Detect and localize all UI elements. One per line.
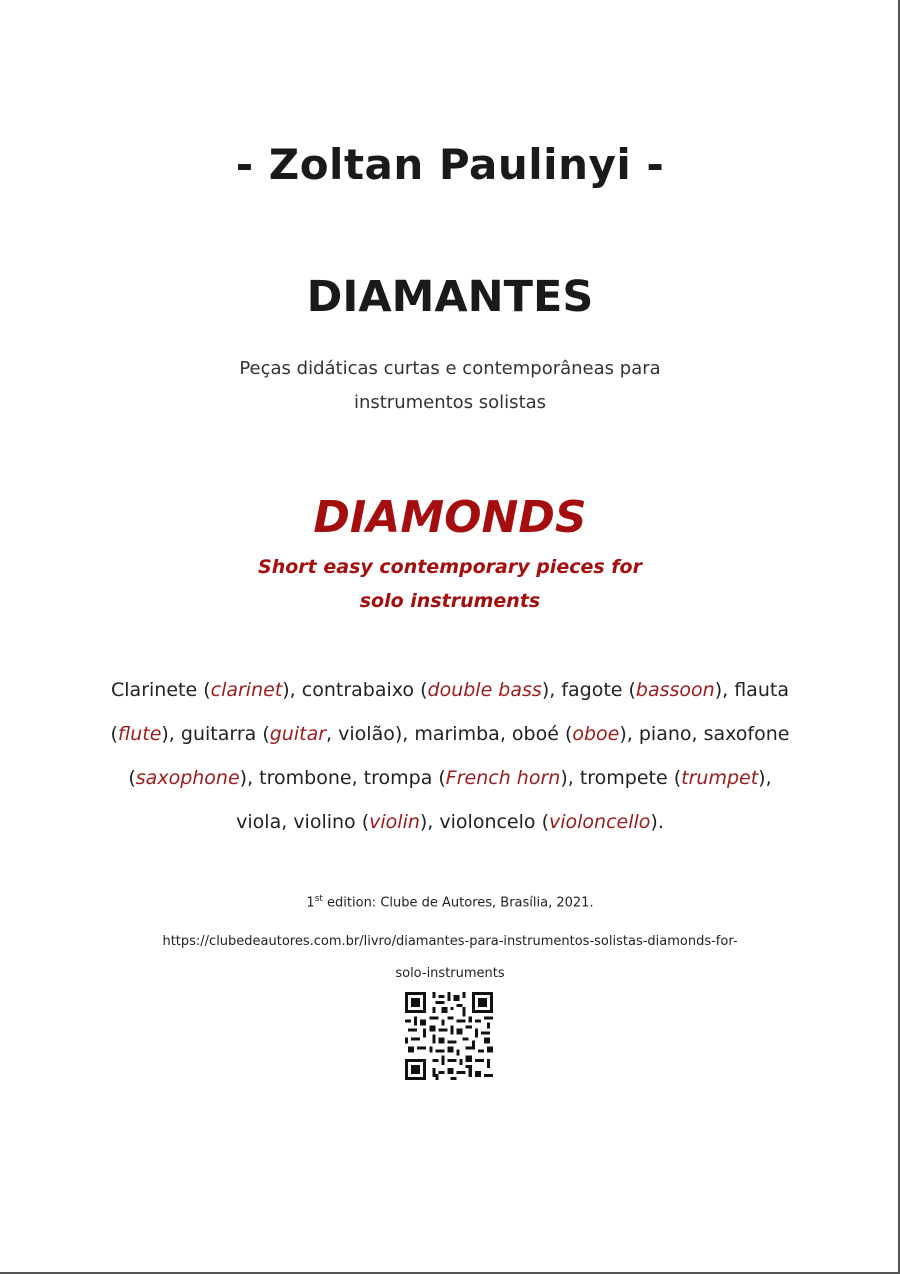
url-line-2[interactable]: solo-instruments xyxy=(395,966,505,981)
instrument-pt: violino xyxy=(293,811,356,833)
instrument-en: clarinet xyxy=(210,679,283,701)
instrument-pt: saxofone xyxy=(703,723,790,745)
book-url[interactable] xyxy=(100,926,800,990)
title-english: DIAMONDS xyxy=(313,492,587,543)
instrument-en: oboe xyxy=(572,723,620,745)
instrument-en: guitar xyxy=(269,723,327,745)
subtitle-portuguese xyxy=(0,352,900,420)
instrument-pt: marimba xyxy=(414,723,500,745)
edition-info xyxy=(0,894,900,910)
instrument-pt: trompa xyxy=(363,767,433,789)
subtitle-pt-line-1: Peças didáticas curtas e contemporâneas para xyxy=(239,358,661,379)
subtitle-pt-line-2: instrumentos solistas xyxy=(353,392,547,413)
instrument-pt: guitarra xyxy=(180,723,257,745)
instrument-pt: violoncelo xyxy=(439,811,536,833)
instrument-en: violoncello xyxy=(548,811,651,833)
edition-text: edition: Clube de Autores, Brasília, 2021. xyxy=(322,895,594,911)
subtitle-en-line-2: solo instruments xyxy=(359,590,541,612)
instrument-pt: contrabaixo xyxy=(301,679,415,701)
instrument-pt: viola xyxy=(236,811,282,833)
edition-suffix: st xyxy=(314,894,323,904)
instrument-pt: trombone xyxy=(259,767,352,789)
instrument-pt: flauta xyxy=(734,679,789,701)
instrument-pt: trompete xyxy=(579,767,668,789)
instrument-pt: violão xyxy=(338,723,395,745)
instrument-en: double bass xyxy=(427,679,542,701)
qr-code-icon[interactable] xyxy=(405,992,493,1080)
url-line-1[interactable]: https://clubedeautores.com.br/livro/diamantes-para-instrumentos-solistas-diamonds-for- xyxy=(162,934,738,949)
instrument-list: Clarinete (clarinet), contrabaixo (double bass), fagote (bassoon), flauta (flute), guitarra (guitar, violão), marimba, oboé (oboe), piano, saxofone (saxophone), trombone, trompa (French horn), trompete (trumpet), viola, violino (violin), violoncelo (violoncello). xyxy=(110,679,790,833)
instrument-pt: fagote xyxy=(561,679,623,701)
instrument-en: French horn xyxy=(445,767,561,789)
instrument-en: trumpet xyxy=(681,767,759,789)
instrument-pt: oboé xyxy=(511,723,559,745)
subtitle-english xyxy=(0,550,900,618)
subtitle-en-line-1: Short easy contemporary pieces for xyxy=(258,556,642,578)
instrument-pt: piano xyxy=(638,723,692,745)
instrument-pt: Clarinete xyxy=(111,679,198,701)
author-name: - Zoltan Paulinyi - xyxy=(235,140,665,189)
instrument-en: saxophone xyxy=(135,767,240,789)
instrument-en: flute xyxy=(117,723,162,745)
instrument-en: bassoon xyxy=(635,679,715,701)
title-portuguese: DIAMANTES xyxy=(306,272,594,322)
instrument-en: violin xyxy=(369,811,420,833)
edition-number: 1 xyxy=(306,895,315,911)
